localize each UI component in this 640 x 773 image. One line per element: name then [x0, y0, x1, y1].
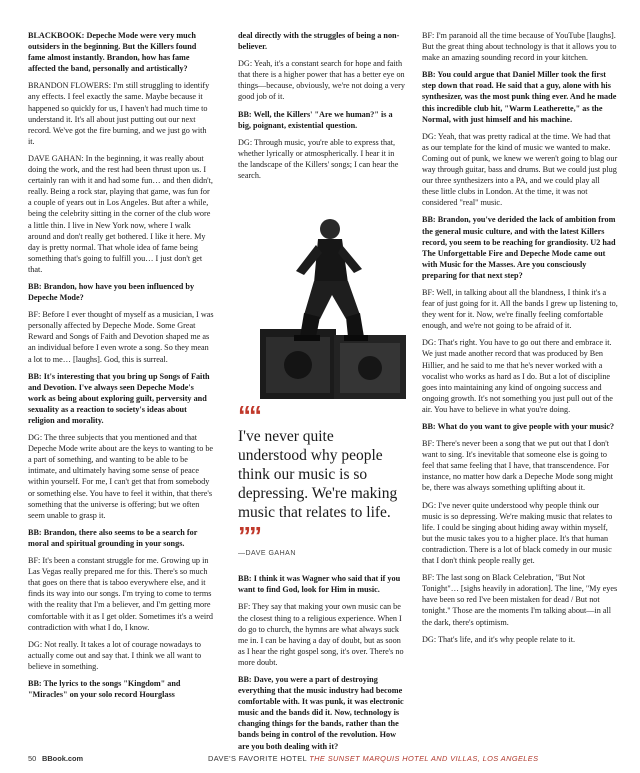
paragraph-text: Before I ever thought of myself as a musician, I was personally affected by Depeche Mode. Some Great Reward and Songs of Faith and Devotion shaped me as an individual before I even wrote a song. So they mean a lot to me… [laughs]. God, this is surreal.	[28, 310, 214, 364]
interview-answer	[28, 639, 214, 672]
favorite-hotel-name: THE SUNSET MARQUIS HOTEL AND VILLAS, LOS ANGELES	[309, 754, 539, 763]
photo-dave-gahan	[238, 187, 406, 399]
pull-quote	[238, 400, 406, 559]
paragraph-text: BB: Brandon, how have you been influenced by Depeche Mode?	[28, 281, 195, 303]
speaker-name: DG:	[28, 639, 43, 649]
interview-answer	[422, 572, 618, 627]
speaker-name: BF:	[28, 556, 41, 566]
interview-answer	[28, 80, 214, 147]
speaker-name: BRANDON FLOWERS:	[28, 81, 112, 91]
speaker-name: BF:	[422, 287, 435, 297]
speaker-name: BF:	[422, 573, 435, 583]
speaker-name: DAVE GAHAN:	[28, 153, 84, 163]
interview-answer	[28, 555, 214, 633]
interview-question	[422, 214, 618, 281]
paragraph-text: deal directly with the struggles of being a non-believer.	[238, 31, 400, 52]
speaker-name: DG:	[28, 433, 43, 443]
pull-quote-attribution: —DAVE GAHAN	[238, 550, 296, 558]
interview-question	[422, 421, 618, 432]
interview-answer	[422, 287, 618, 331]
interview-answer	[422, 30, 618, 63]
speaker-name: DG:	[422, 500, 437, 510]
site-brand: BBook.com	[42, 754, 84, 763]
interview-answer	[28, 432, 214, 521]
interview-answer	[422, 438, 618, 493]
paragraph-text: BB: Brandon, you've derided the lack of ambition from the general music culture, and with the latest Killers record, you seem to be reaching for grandiosity. U2 had The Unforgettable Fire and Depeche Mode came out with Music for the Masses. Are you consciously preparing for that next step?	[422, 215, 616, 280]
interview-answer	[238, 601, 406, 668]
paragraph-text: It's been a constant struggle for me. Growing up in Las Vegas really prepared me for this. There's so much that goes on there that is taboo everywhere else, and it finds its way into our songs. I'm trying to come to terms with the reality that I'm a believer, and I'm getting more comfortable with it as I get older. Sometimes it's a weird contradiction with what I do, I know.	[28, 556, 213, 632]
middle-bottom-text	[238, 573, 406, 751]
paragraph-text: Yeah, that was pretty radical at the time. We had that as our template for the kind of music we wanted to make. Coming out of punk, we knew we weren't going to blag our way through guitar, bass and drums. But we could just plug our three synthesizers into a PA, and we could play all these little clubs in London. At the time, it was not considered "real" music.	[422, 131, 618, 208]
interview-question	[28, 527, 214, 549]
paragraph-text: I'm still struggling to identify any effects. I feel exactly the same. Maybe because it happened so quickly for us, I haven't had much time to understand it. It's all about just putting out our next record. We've got the fire burning, and we just go with it.	[28, 81, 210, 146]
speaker-name: DG:	[422, 634, 437, 644]
speaker-name: DG:	[238, 137, 253, 147]
paragraph-text: Not really. It takes a lot of courage nowadays to actually come out and say that. I think we all want to believe in something.	[28, 639, 202, 671]
close-quote-icon: ””	[238, 521, 260, 552]
paragraph-text: I've never quite understood why people think our music is so depressing. We're making music that relates to life. I could be singing about hiding away within myself, but the music takes you to a higher place. It's that human contradiction. There is a lot of black comedy in our music that I don't think people really get.	[422, 500, 613, 566]
paragraph-text: BB: Dave, you were a part of destroying everything that the music industry had become comfortable with. It was punk, it was electronic music and the bands did it. Now, technology is changing things for the bands, rather than the bands being in control of the revolution. How are you both dealing with it?	[238, 674, 404, 751]
interview-question	[28, 371, 214, 426]
paragraph-text: BB: I think it was Wagner who said that if you want to find God, look for Him in music.	[238, 574, 401, 595]
interview-answer	[28, 309, 214, 364]
open-quote-icon: ““	[238, 400, 260, 431]
pull-quote-text: I've never quite understood why people think our music is so depressing. We're making music that relates to life.	[238, 428, 398, 522]
paragraph-text: In the beginning, it was really about doing the work, and the rest had been thrust upon us. I certainly ran with it and had some fun… and then didn't, really. Being a rock star, playing that game, was fun for a couple of years out in Los Angeles. But after a while, being the celebrity sitting in the corner of the club wore a little thin. I live in New York now, where I walk around and don't really get bothered. I like it here. My day is pretty normal. That whole idea of fame being something that's going to fulfill you… I just don't get that.	[28, 153, 213, 274]
interview-question	[28, 30, 214, 74]
paragraph-text: BB: You could argue that Daniel Miller took the first step down that road. He said that a guy, alone with his synthesizer, was the most punk thing ever. And he made this incredible club hit, "Warm Leatherette," as the Normal, with just himself and his machine.	[422, 70, 617, 124]
paragraph-text: The last song on Black Celebration, "But Not Tonight"… [sighs heavily in adoration]. The line, "My eyes have been so red I've been mistaken for dead / But not tonight." Those are the moments I'm talking about—in all the dark, there's optimism.	[422, 573, 618, 627]
middle-top-text	[238, 30, 406, 181]
interview-question	[238, 674, 406, 752]
paragraph-text: Well, in talking about all the blandness, I think it's a fear of just going for it. All the bands I grew up listening to, they went for it. Now, we're finally feeling comfortable enough, and we're not going to be afraid of it.	[422, 287, 618, 331]
paragraph-text: That's right. You have to go out there and embrace it. We just made another record that was produced by Ben Hillier, and he said to me that he's never worked with a vocalist who works as hard as I do. But a lot of discipline goes into maintaining any kind of ongoing success and ongoing growth. It's not something you just pull out of the air. You have to believe in what you're doing.	[422, 338, 613, 414]
interview-question	[28, 281, 214, 303]
paragraph-text: There's never been a song that we put out that I don't want to sing. It's inevitable that someone else is going to feel that same feeling that I have, that transcendence. For instance, no matter how dark a Depeche Mode song might be, there was always something uplifting about it.	[422, 439, 613, 493]
favorite-hotel-label: DAVE'S FAVORITE HOTEL	[208, 754, 307, 763]
paragraph-text: They say that making your own music can be the closest thing to a religious experience. When I do go to church, the hymns are what always suck me in. I can be having a day of doubt, but as soon as I hear the right gospel song, it's over. There's no more doubt.	[238, 602, 404, 667]
paragraph-text: BB: Well, the Killers' "Are we human?" is a big, poignant, existential question.	[238, 109, 393, 130]
interview-question	[28, 678, 214, 700]
paragraph-text: I'm paranoid all the time because of YouTube [laughs]. But the great thing about technology is that it allows you to make an amazing sounding record in your kitchen.	[422, 31, 617, 63]
interview-question	[238, 573, 406, 595]
interview-answer	[422, 131, 618, 209]
speaker-name: DG:	[422, 131, 437, 141]
interview-answer	[28, 153, 214, 275]
page-footer	[28, 752, 618, 766]
interview-question	[238, 30, 406, 52]
interview-question	[422, 69, 618, 124]
paragraph-text: That's life, and it's why people relate to it.	[436, 634, 576, 644]
interview-answer	[238, 58, 406, 102]
paragraph-text: BLACKBOOK: Depeche Mode were very much outsiders in the beginning. But the Killers found fame almost instantly. Brandon, how has fame affected the band, personally and artistically?	[28, 31, 197, 74]
paragraph-text: BB: What do you want to give people with your music?	[422, 422, 615, 431]
paragraph-text: BB: The lyrics to the songs "Kingdom" and "Miracles" on your solo record Hourglass	[28, 678, 181, 700]
speaker-name: BF:	[422, 31, 435, 40]
paragraph-text: BB: It's interesting that you bring up Songs of Faith and Devotion. I've always seen Depeche Mode's work as being about exploring guilt, perversity and sexuality as a reaction to society's ideas about religion and morality.	[28, 371, 210, 425]
speaker-name: DG:	[238, 59, 253, 69]
column-middle	[238, 30, 406, 751]
interview-question	[238, 109, 406, 131]
interview-answer	[422, 500, 618, 567]
column-left	[28, 30, 214, 742]
paragraph-text: BB: Brandon, there also seems to be a search for moral and spiritual grounding in your songs.	[28, 527, 198, 548]
speaker-name: DG:	[422, 338, 437, 348]
photo-man-sitting-on-amplifiers-icon	[238, 187, 406, 399]
paragraph-text: Through music, you're able to express that, whether lyrically or atmospherically. I hear it in the landscape of the Killers' songs; I can hear the search.	[238, 137, 399, 181]
speaker-name: BF:	[238, 602, 251, 612]
speaker-name: BF:	[422, 439, 435, 449]
column-right	[422, 30, 618, 742]
paragraph-text: The three subjects that you mentioned and that Depeche Mode write about are the keys to wanting to be a part of something, and wanting to be able to be intimate, and ultimately having some sense of peace within yourself. For me, I can't get that from somebody or something else. You have to feel it within, that there's something that the universe is offering; but we often seem unable to grasp it.	[28, 433, 214, 520]
paragraph-text: Yeah, it's a constant search for hope and faith that there is a higher power that has a better eye on things—because, obviously, we're not doing a very good job of it.	[238, 59, 405, 102]
interview-answer	[422, 634, 618, 645]
favorite-hotel	[208, 752, 538, 766]
page-number: 50	[28, 754, 37, 763]
interview-answer	[238, 137, 406, 181]
speaker-name: BF:	[28, 310, 41, 320]
interview-answer	[422, 337, 618, 415]
